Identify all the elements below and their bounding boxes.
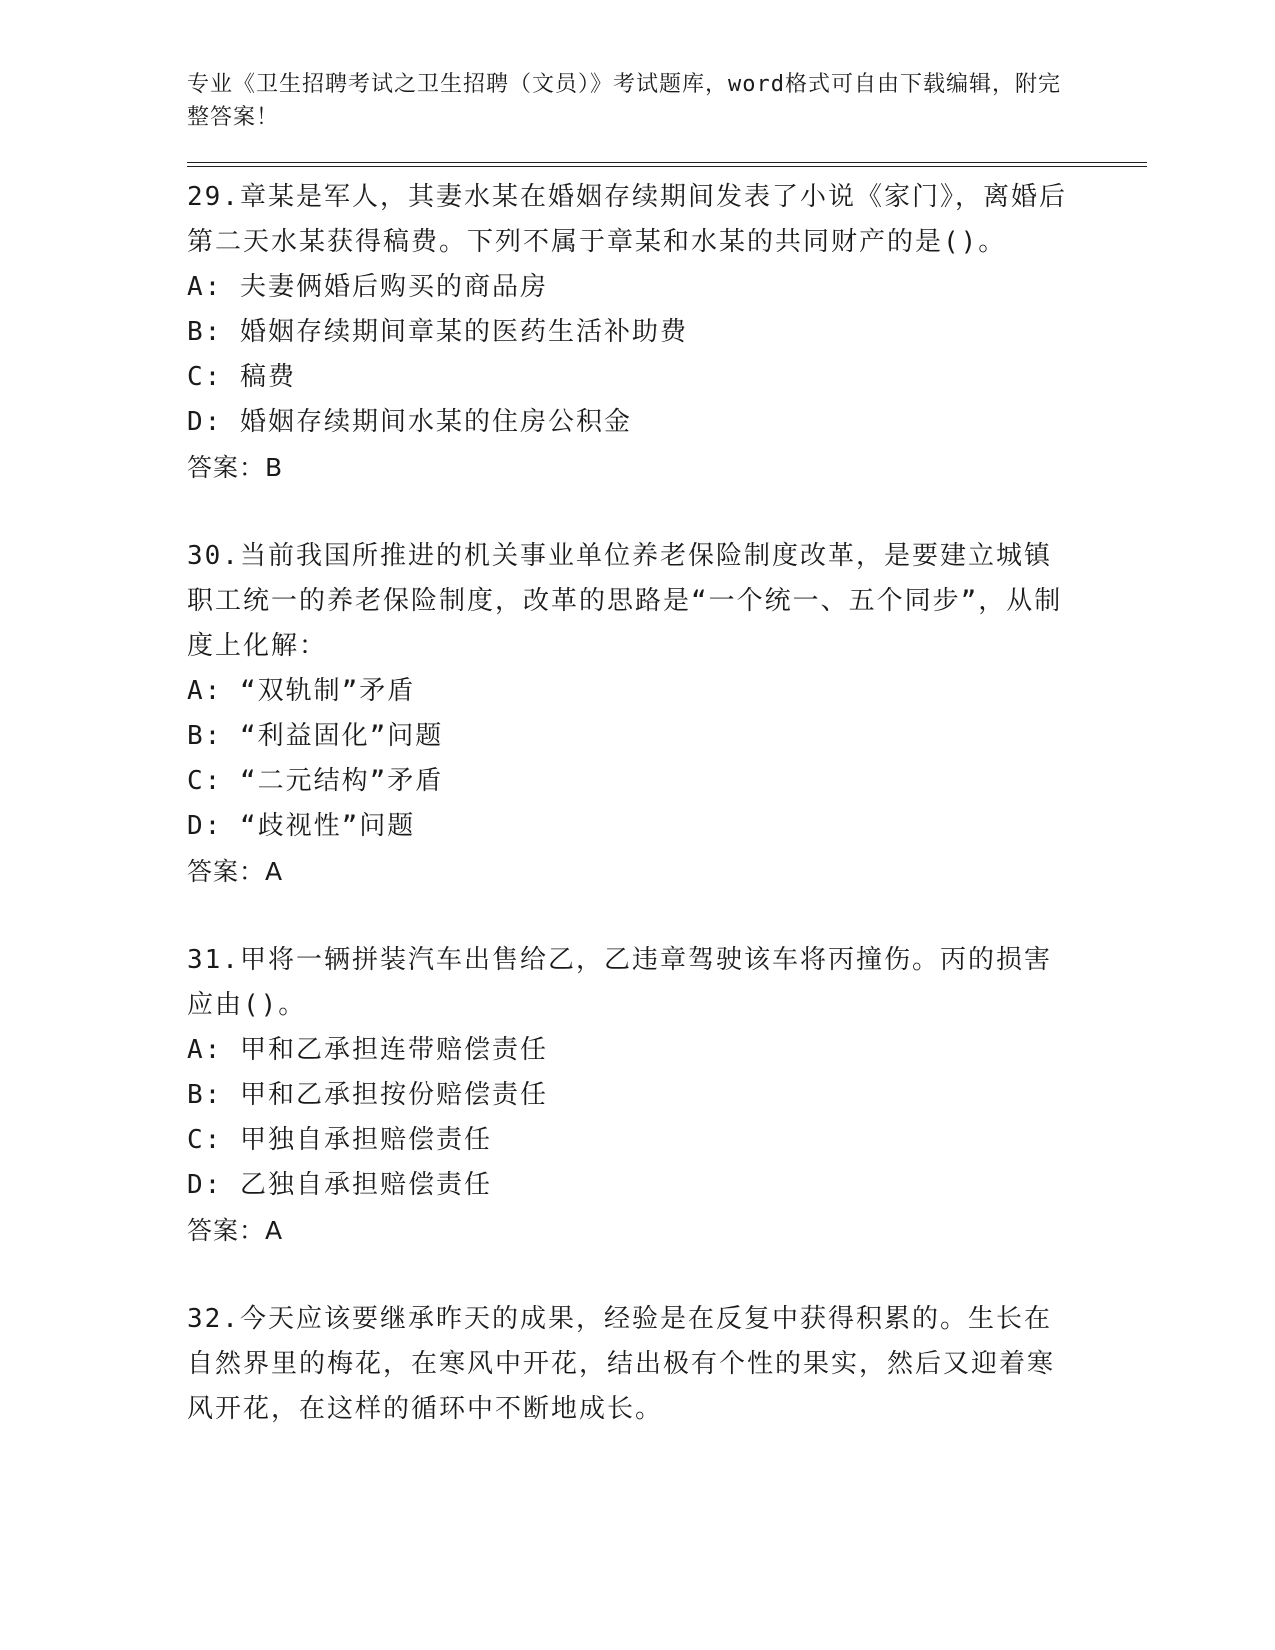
option-b: B: “利益固化”问题 [187,721,444,751]
option-b: B: 婚姻存续期间章某的医药生活补助费 [187,317,688,347]
document-header: 专业《卫生招聘考试之卫生招聘（文员）》考试题库，word格式可自由下载编辑，附完整答案！ [187,72,1061,130]
question-30 [187,534,1147,894]
question-stem: 31.甲将一辆拼装汽车出售给乙，乙违章驾驶该车将丙撞伤。丙的损害应由()。 [187,945,1052,1020]
question-stem: 30.当前我国所推进的机关事业单位养老保险制度改革，是要建立城镇职工统一的养老保险制度，改革的思路是“一个统一、五个同步”，从制度上化解： [187,541,1063,661]
answer: 答案：A [187,857,284,886]
option-c: C: “二元结构”矛盾 [187,766,444,796]
option-b: B: 甲和乙承担按份赔偿责任 [187,1080,548,1110]
option-d: D: “歧视性”问题 [187,811,416,841]
document-page [187,68,1147,1432]
question-list [187,175,1147,1432]
question-31 [187,938,1147,1253]
question-29 [187,175,1147,490]
option-a: A: 甲和乙承担连带赔偿责任 [187,1035,548,1065]
option-c: C: 稿费 [187,362,296,392]
question-stem: 32.今天应该要继承昨天的成果，经验是在反复中获得积累的。生长在自然界里的梅花，在寒风中开花，结出极有个性的果实，然后又迎着寒风开花，在这样的循环中不断地成长。 [187,1304,1056,1424]
option-c: C: 甲独自承担赔偿责任 [187,1125,492,1155]
answer: 答案：A [187,1216,284,1245]
header-divider [187,162,1147,167]
answer: 答案：B [187,453,284,482]
question-stem: 29.章某是军人，其妻水某在婚姻存续期间发表了小说《家门》，离婚后第二天水某获得稿费。下列不属于章某和水某的共同财产的是()。 [187,182,1067,257]
option-a: A: 夫妻俩婚后购买的商品房 [187,272,548,302]
option-d: D: 婚姻存续期间水某的住房公积金 [187,407,632,437]
option-d: D: 乙独自承担赔偿责任 [187,1170,492,1200]
option-a: A: “双轨制”矛盾 [187,676,416,706]
question-32 [187,1297,1147,1432]
